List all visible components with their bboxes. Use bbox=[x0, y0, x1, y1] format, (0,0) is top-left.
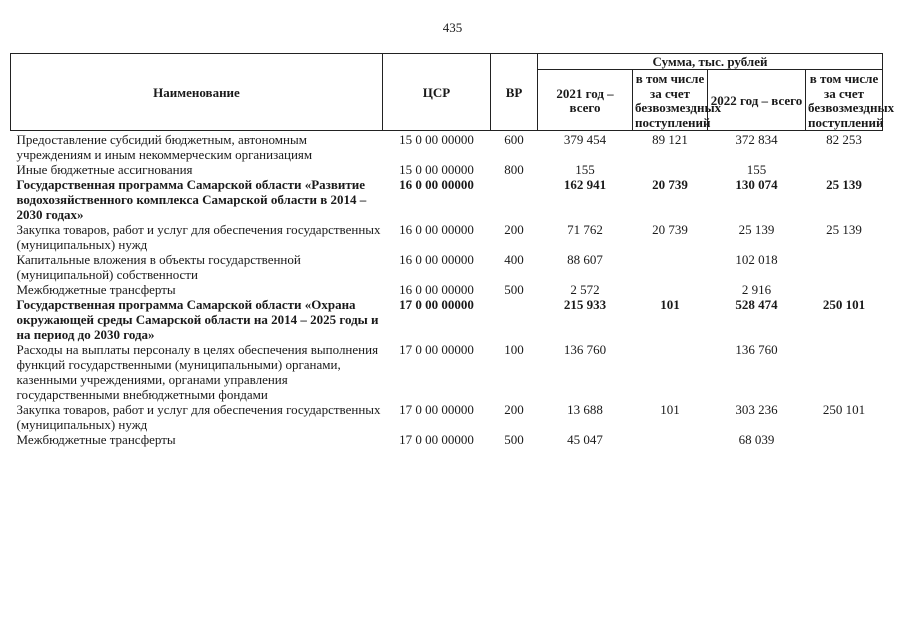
cell-2022-free: 82 253 bbox=[826, 132, 862, 147]
cell-vr bbox=[491, 177, 538, 222]
cell-2022-free bbox=[806, 342, 883, 402]
cell-2022-free bbox=[806, 282, 883, 297]
cell-2021-free bbox=[633, 162, 708, 177]
cell-2021-total: 162 941 bbox=[563, 177, 607, 192]
cell-2021-total: 136 760 bbox=[563, 342, 607, 357]
cell-2021-total: 379 454 bbox=[563, 132, 607, 147]
cell-vr: 200 bbox=[504, 402, 524, 417]
cell-2021-total: 45 047 bbox=[567, 432, 603, 447]
cell-vr: 500 bbox=[504, 282, 524, 297]
cell-name: Межбюджетные трансферты bbox=[16, 432, 176, 447]
cell-vr: 800 bbox=[504, 162, 524, 177]
cell-vr: 500 bbox=[504, 432, 524, 447]
header-2022-free: в том числе за счет безвозмездных поступлений bbox=[806, 70, 883, 131]
cell-2021-total: 71 762 bbox=[567, 222, 603, 237]
cell-csr: 16 0 00 00000 bbox=[399, 252, 474, 267]
header-csr: ЦСР bbox=[383, 54, 491, 131]
cell-2021-total: 155 bbox=[575, 162, 595, 177]
table-row bbox=[11, 342, 883, 402]
cell-vr: 100 bbox=[504, 342, 524, 357]
cell-2021-free bbox=[633, 282, 708, 297]
cell-name: Межбюджетные трансферты bbox=[16, 282, 176, 297]
header-name: Наименование bbox=[11, 54, 383, 131]
cell-vr bbox=[491, 297, 538, 342]
header-vr: ВР bbox=[491, 54, 538, 131]
cell-name: Государственная программа Самарской области «Охрана окружающей среды Самарской области на 2014 – 2025 годы и на период до 2030 года» bbox=[16, 297, 379, 342]
cell-2022-total: 136 760 bbox=[735, 342, 778, 357]
cell-name: Государственная программа Самарской области «Развитие водохозяйственного комплекса Самарской области в 2014 – 2030 годах» bbox=[16, 177, 367, 222]
cell-2022-free: 25 139 bbox=[826, 222, 862, 237]
table-row bbox=[11, 222, 883, 252]
cell-2021-total: 13 688 bbox=[567, 402, 603, 417]
cell-vr: 600 bbox=[504, 132, 524, 147]
cell-2021-free bbox=[633, 252, 708, 282]
table-row bbox=[11, 282, 883, 297]
cell-csr: 17 0 00 00000 bbox=[399, 432, 474, 447]
cell-2022-free: 250 101 bbox=[822, 297, 866, 312]
cell-2021-free: 20 739 bbox=[652, 222, 688, 237]
cell-2022-free: 25 139 bbox=[826, 177, 862, 192]
table-row bbox=[11, 252, 883, 282]
cell-vr: 200 bbox=[504, 222, 524, 237]
cell-csr: 16 0 00 00000 bbox=[399, 177, 474, 192]
cell-csr: 17 0 00 00000 bbox=[399, 402, 474, 417]
table-body bbox=[11, 131, 883, 448]
cell-2022-free: 250 101 bbox=[822, 402, 866, 417]
cell-2021-free: 101 bbox=[660, 402, 680, 417]
page-number: 435 bbox=[442, 20, 463, 35]
cell-2022-free bbox=[806, 432, 883, 447]
cell-csr: 16 0 00 00000 bbox=[399, 282, 474, 297]
table-row bbox=[11, 432, 883, 447]
cell-2021-free bbox=[633, 342, 708, 402]
cell-2022-total: 130 074 bbox=[735, 177, 778, 192]
cell-name: Предоставление субсидий бюджетным, автономным учреждениям и иным некоммерческим организациям bbox=[16, 132, 313, 162]
cell-2021-total: 215 933 bbox=[563, 297, 607, 312]
cell-name: Закупка товаров, работ и услуг для обеспечения государственных (муниципальных) нужд bbox=[16, 222, 381, 252]
cell-name: Капитальные вложения в объекты государственной (муниципальной) собственности bbox=[16, 252, 301, 282]
cell-csr: 16 0 00 00000 bbox=[399, 222, 474, 237]
cell-vr: 400 bbox=[504, 252, 524, 267]
cell-name: Расходы на выплаты персоналу в целях обеспечения выполнения функций государственными (муниципальными) органами, казенными учреждениями, органами управления государственными внебюджетными фондами bbox=[16, 342, 379, 402]
table-header bbox=[11, 53, 895, 131]
header-sum: Сумма, тыс. рублей bbox=[538, 54, 883, 70]
cell-2021-free: 20 739 bbox=[652, 177, 688, 192]
cell-2021-total: 2 572 bbox=[570, 282, 600, 297]
cell-2022-total: 2 916 bbox=[741, 282, 772, 297]
cell-2022-free bbox=[806, 252, 883, 282]
cell-2022-free bbox=[806, 162, 883, 177]
budget-table bbox=[10, 53, 895, 447]
table-row bbox=[11, 297, 883, 342]
cell-2022-total: 372 834 bbox=[735, 132, 778, 147]
header-2021-total: 2021 год – всего bbox=[538, 70, 633, 131]
cell-csr: 17 0 00 00000 bbox=[399, 342, 474, 357]
table-row bbox=[11, 131, 883, 163]
cell-2021-free: 101 bbox=[660, 297, 680, 312]
cell-2022-total: 68 039 bbox=[738, 432, 775, 447]
cell-2022-total: 25 139 bbox=[738, 222, 775, 237]
cell-2022-total: 303 236 bbox=[735, 402, 778, 417]
header-2022-total: 2022 год – всего bbox=[708, 70, 806, 131]
cell-name: Иные бюджетные ассигнования bbox=[16, 162, 193, 177]
cell-2021-free bbox=[633, 432, 708, 447]
cell-2021-total: 88 607 bbox=[567, 252, 603, 267]
header-2021-free: в том числе за счет безвозмездных поступлений bbox=[633, 70, 708, 131]
table-row bbox=[11, 162, 883, 177]
cell-name: Закупка товаров, работ и услуг для обеспечения государственных (муниципальных) нужд bbox=[16, 402, 381, 432]
cell-csr: 17 0 00 00000 bbox=[399, 297, 474, 312]
cell-2022-total: 155 bbox=[746, 162, 767, 177]
cell-2022-total: 528 474 bbox=[735, 297, 778, 312]
cell-2021-free: 89 121 bbox=[652, 132, 688, 147]
cell-csr: 15 0 00 00000 bbox=[399, 132, 474, 147]
cell-2022-total: 102 018 bbox=[735, 252, 778, 267]
cell-csr: 15 0 00 00000 bbox=[399, 162, 474, 177]
table-row bbox=[11, 177, 883, 222]
table-row bbox=[11, 402, 883, 432]
